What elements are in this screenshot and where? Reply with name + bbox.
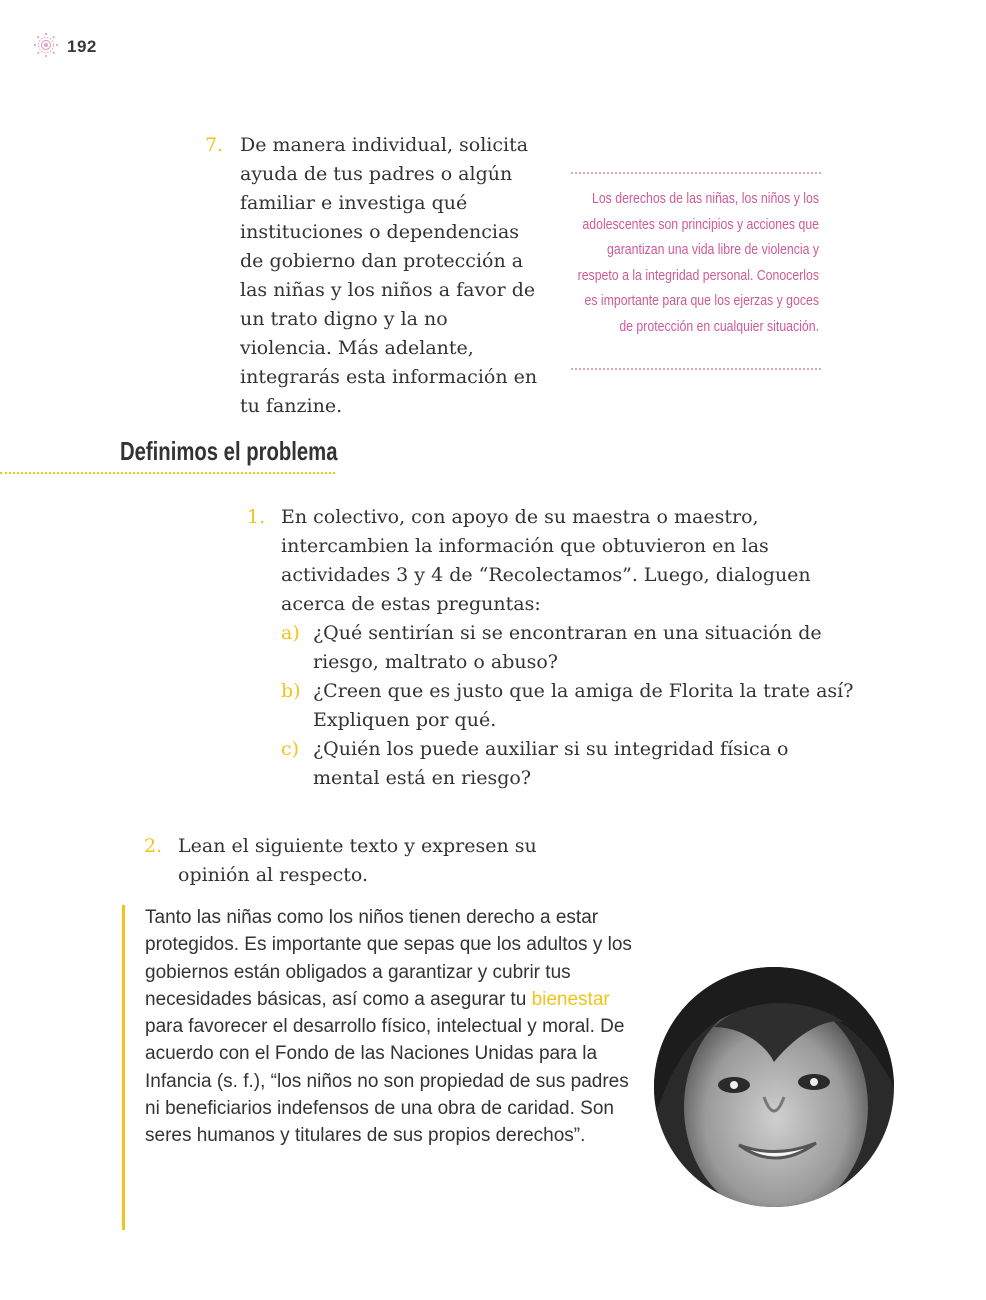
quote-part-2: para favorecer el desarrollo físico, intelectual y moral. De acuerdo con el Fondo de las Naciones Unidas para la Infancia (s. f.), “los niños no son propiedad de sus padres ni beneficiarios indefensos de una obra de caridad. Son seres humanos y titulares de sus propios derechos”. <box>145 1016 629 1147</box>
question-text: ¿Creen que es justo que la amiga de Florita la trate así? Expliquen por qué. <box>313 680 854 731</box>
activity-item-1 <box>247 503 857 793</box>
item-number: 7. <box>205 134 224 156</box>
question-item <box>281 677 857 735</box>
question-letter: b) <box>281 680 301 702</box>
section-title: Definimos el problema <box>120 436 338 466</box>
question-text: ¿Qué sentirían si se encontraran en una situación de riesgo, maltrato o abuso? <box>313 622 822 673</box>
question-text: ¿Quién los puede auxiliar si su integridad física o mental está en riesgo? <box>313 738 789 789</box>
glossary-term-link[interactable]: bienestar <box>531 988 610 1010</box>
info-sidebar <box>571 172 821 370</box>
question-letter: c) <box>281 738 300 760</box>
child-portrait-photo <box>654 967 894 1207</box>
activity-item-2 <box>144 832 544 890</box>
quote-bar <box>122 905 125 1230</box>
section-divider <box>0 472 335 474</box>
item-text: De manera individual, solicita ayuda de tus padres o algún familiar e investiga qué instituciones o dependencias de gobierno dan protección a las niñas y los niños a favor de un trato digno y la no violencia. Más adelante, integrarás esta información en tu fanzine. <box>240 134 538 417</box>
item-text: Lean el siguiente texto y expresen su opinión al respecto. <box>178 835 537 886</box>
question-list <box>281 619 857 793</box>
item-number: 1. <box>247 506 266 528</box>
question-item <box>281 619 857 677</box>
page-header <box>33 32 97 62</box>
sun-ornament-icon <box>33 32 59 62</box>
item-text: En colectivo, con apoyo de su maestra o maestro, intercambien la información que obtuvieron en las actividades 3 y 4 de “Recolectamos”. Luego, dialoguen acerca de estas preguntas: <box>281 506 811 615</box>
item-number: 2. <box>144 835 163 857</box>
activity-item-7 <box>205 131 545 421</box>
question-item <box>281 735 857 793</box>
sidebar-text: Los derechos de las niñas, los niños y los adolescentes son principios y acciones que garantizan una vida libre de violencia y respeto a la integridad personal. Conocerlos es importante para que los ejerzas y goces de protección en cualquier situación. <box>577 190 819 335</box>
question-letter: a) <box>281 622 300 644</box>
page-number: 192 <box>67 37 97 56</box>
quote-part-1: Tanto las niñas como los niños tienen derecho a estar protegidos. Es importante que sepas que los adultos y los gobiernos están obligados a garantizar y cubrir tus necesidades básicas, así como a asegurar tu <box>145 907 632 1010</box>
quote-text <box>145 904 645 1150</box>
